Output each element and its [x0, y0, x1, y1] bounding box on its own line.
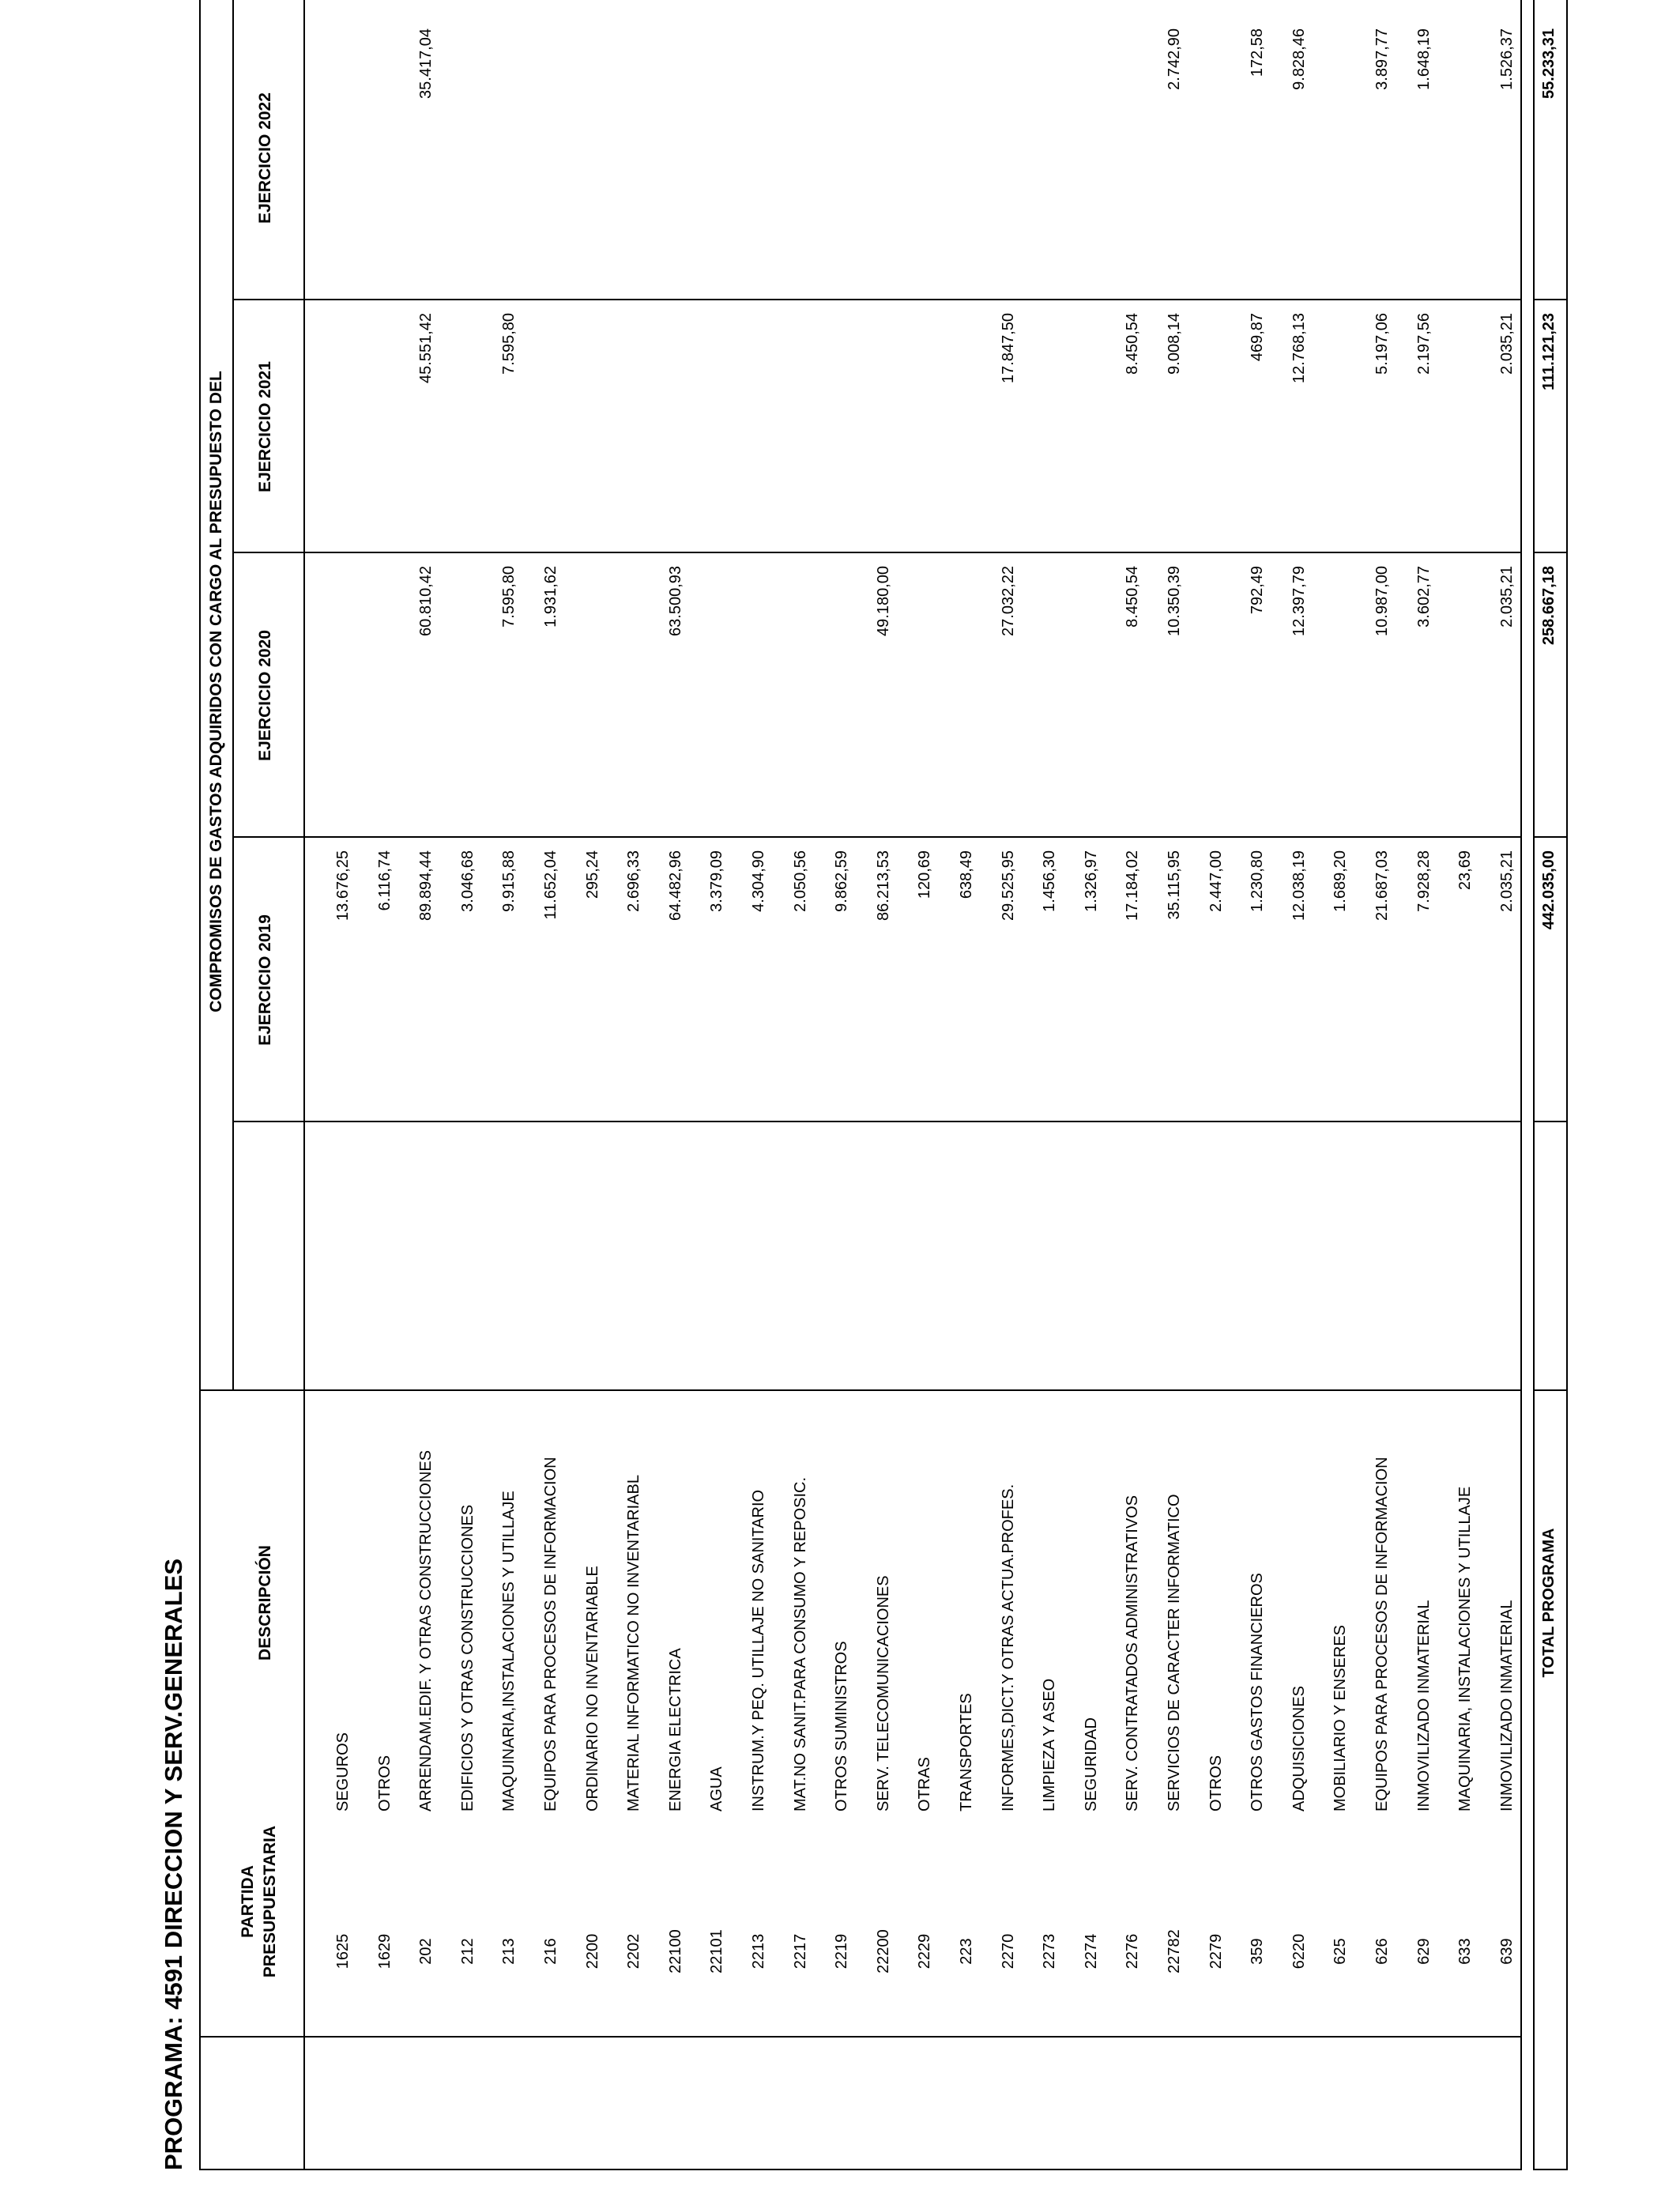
row-descripcion: EQUIPOS PARA PROCESOS DE INFORMACION — [1373, 1457, 1391, 1811]
row-2019: 21.687,03 — [1373, 850, 1391, 921]
table-row — [782, 0, 820, 2194]
header-ejercicio-2021: EJERCICIO 2021 — [256, 361, 274, 492]
row-partida: 2279 — [1207, 1933, 1225, 1970]
row-2019: 295,24 — [583, 850, 601, 899]
row-descripcion: OTROS — [375, 1755, 394, 1811]
row-partida: 625 — [1332, 1938, 1350, 1965]
row-descripcion: SERV. CONTRATADOS ADMINISTRATIVOS — [1124, 1495, 1142, 1811]
row-2020: 7.595,80 — [500, 566, 518, 628]
row-descripcion: INSTRUM.Y PEQ. UTILLAJE NO SANITARIO — [750, 1489, 767, 1811]
header-ejercicio-2019: EJERCICIO 2019 — [256, 914, 274, 1046]
row-2020: 27.032,22 — [999, 566, 1017, 636]
row-descripcion: SEGUROS — [334, 1732, 352, 1811]
row-partida: 2276 — [1124, 1933, 1142, 1970]
row-partida: 1625 — [334, 1933, 352, 1970]
table-row — [366, 0, 405, 2194]
row-2021: 5.197,06 — [1373, 313, 1391, 375]
row-2020: 12.397,79 — [1290, 566, 1308, 636]
row-2019: 9.862,59 — [833, 850, 851, 912]
row-2019: 23,69 — [1456, 850, 1475, 891]
header-partida: PARTIDA PRESUPUESTARIA — [239, 1825, 279, 1978]
table-row — [740, 0, 778, 2194]
row-descripcion: ORDINARIO NO INVENTARIABLE — [583, 1566, 601, 1811]
table-row — [615, 0, 654, 2194]
row-2019: 3.379,09 — [708, 850, 726, 912]
group-header-divider — [232, 0, 234, 1391]
row-partida: 626 — [1373, 1938, 1391, 1965]
table-row — [407, 0, 446, 2194]
row-partida: 2273 — [1041, 1933, 1059, 1970]
row-2019: 2.447,00 — [1207, 850, 1225, 912]
header-group-compromisos: COMPROMISOS DE GASTOS ADQUIRIDOS CON CARGO AL PRESUPUESTO DEL — [207, 371, 225, 1012]
row-2019: 120,69 — [916, 850, 934, 899]
row-2019: 2.035,21 — [1497, 850, 1516, 912]
row-descripcion: ADQUISICIONES — [1290, 1686, 1308, 1811]
row-2021: 7.595,80 — [500, 313, 518, 375]
table-row — [1488, 0, 1527, 2194]
row-2019: 86.213,53 — [874, 850, 892, 921]
table-row — [947, 0, 986, 2194]
row-2019: 9.915,88 — [500, 850, 518, 912]
row-descripcion: OTROS SUMINISTROS — [833, 1641, 851, 1811]
row-2021: 2.035,21 — [1497, 313, 1516, 375]
row-descripcion: TRANSPORTES — [958, 1693, 975, 1811]
row-2022: 9.828,46 — [1290, 28, 1308, 90]
row-2019: 89.894,44 — [417, 850, 435, 921]
row-partida: 2219 — [833, 1933, 851, 1970]
row-descripcion: MAQUINARIA,INSTALACIONES Y UTILLAJE — [500, 1491, 518, 1811]
row-descripcion: SEGURIDAD — [1082, 1717, 1100, 1811]
row-2019: 1.230,80 — [1249, 850, 1267, 912]
row-2019: 29.525,95 — [999, 850, 1017, 921]
row-partida: 213 — [500, 1938, 518, 1965]
row-partida: 2274 — [1082, 1933, 1100, 1970]
row-2020: 10.987,00 — [1373, 566, 1391, 636]
table-row — [1280, 0, 1319, 2194]
table-row — [1155, 0, 1194, 2194]
row-descripcion: SERV. TELECOMUNICACIONES — [874, 1575, 892, 1811]
row-descripcion: EDIFICIOS Y OTRAS CONSTRUCCIONES — [458, 1504, 477, 1811]
table-row — [1197, 0, 1236, 2194]
table-row — [864, 0, 903, 2194]
table-row — [698, 0, 736, 2194]
table-row — [490, 0, 529, 2194]
row-2019: 13.676,25 — [334, 850, 352, 921]
table-row — [1113, 0, 1152, 2194]
row-2021: 9.008,14 — [1166, 313, 1183, 375]
total-sucesivos — [1540, 0, 1558, 16]
row-2021: 8.450,54 — [1124, 313, 1142, 375]
table-row — [1446, 0, 1485, 2194]
row-partida: 633 — [1456, 1938, 1475, 1965]
row-descripcion: INMOVILIZADO INMATERIAL — [1497, 1600, 1516, 1811]
row-2022: 3.897,77 — [1373, 28, 1391, 90]
row-partida: 22100 — [666, 1929, 684, 1973]
row-2021: 12.768,13 — [1290, 313, 1308, 383]
header-ejercicio-2022: EJERCICIO 2022 — [256, 92, 274, 224]
table-row — [449, 0, 488, 2194]
row-partida: 1629 — [375, 1933, 394, 1970]
row-descripcion: MATERIAL INFORMATICO NO INVENTARIABL — [625, 1475, 643, 1811]
row-2019: 17.184,02 — [1124, 850, 1142, 921]
total-2019: 442.035,00 — [1540, 850, 1558, 930]
row-2019: 4.304,90 — [750, 850, 767, 912]
table-row — [1238, 0, 1277, 2194]
row-2020: 792,49 — [1249, 566, 1267, 615]
row-descripcion: MAT.NO SANIT.PARA CONSUMO Y REPOSIC. — [791, 1476, 809, 1811]
row-partida: 22101 — [708, 1929, 726, 1973]
header-ejercicio-2020: EJERCICIO 2020 — [256, 630, 274, 761]
row-sucesivos — [407, 0, 446, 16]
row-descripcion: LIMPIEZA Y ASEO — [1041, 1678, 1059, 1811]
row-partida: 2270 — [999, 1933, 1017, 1970]
total-label: TOTAL PROGRAMA — [1540, 1528, 1558, 1678]
row-2021: 45.551,42 — [417, 313, 435, 383]
total-2021: 111.121,23 — [1540, 313, 1558, 390]
row-2022: 35.417,04 — [417, 28, 435, 99]
table-row — [1072, 0, 1111, 2194]
row-partida: 629 — [1414, 1938, 1433, 1965]
row-descripcion: AGUA — [708, 1766, 726, 1811]
row-2020: 8.450,54 — [1124, 566, 1142, 628]
row-descripcion: INMOVILIZADO INMATERIAL — [1414, 1600, 1433, 1811]
row-2022: 2.742,90 — [1166, 28, 1183, 90]
row-2021: 469,87 — [1249, 313, 1267, 362]
row-descripcion: MAQUINARIA, INSTALACIONES Y UTILLAJE — [1456, 1486, 1475, 1811]
header-bottom-divider — [303, 0, 305, 2170]
row-2019: 11.652,04 — [542, 850, 559, 920]
row-descripcion: OTRAS — [916, 1757, 934, 1811]
row-2022: 1.526,37 — [1497, 28, 1516, 90]
header-descripcion: DESCRIPCIÓN — [256, 1545, 274, 1661]
row-partida: 22200 — [874, 1929, 892, 1973]
row-partida: 2229 — [916, 1933, 934, 1970]
row-descripcion: ARRENDAM.EDIF. Y OTRAS CONSTRUCCIONES — [417, 1449, 435, 1811]
row-descripcion: ENERGIA ELECTRICA — [666, 1648, 684, 1811]
row-partida: 212 — [458, 1938, 477, 1965]
row-2021: 2.197,56 — [1414, 313, 1433, 375]
row-partida: 6220 — [1290, 1933, 1308, 1970]
table-row — [989, 0, 1028, 2194]
table-row — [324, 0, 363, 2194]
table-row — [574, 0, 612, 2194]
row-partida: 22782 — [1166, 1929, 1183, 1973]
row-2022: 172,58 — [1249, 28, 1267, 77]
row-descripcion: SERVICIOS DE CARACTER INFORMATICO — [1166, 1494, 1183, 1811]
table-row — [532, 0, 571, 2194]
table-row — [657, 0, 695, 2194]
row-2019: 35.115,95 — [1166, 850, 1183, 920]
row-2019: 1.456,30 — [1041, 850, 1059, 912]
row-2020: 2.035,21 — [1497, 566, 1516, 628]
row-2019: 638,49 — [958, 850, 975, 899]
row-partida: 2200 — [583, 1933, 601, 1970]
row-2019: 7.928,28 — [1414, 850, 1433, 912]
row-partida: 639 — [1497, 1938, 1516, 1965]
row-partida: 202 — [417, 1938, 435, 1965]
table-row — [823, 0, 861, 2194]
row-partida: 359 — [1249, 1938, 1267, 1965]
row-2020: 49.180,00 — [874, 566, 892, 636]
total-2020: 258.667,18 — [1540, 566, 1558, 646]
row-descripcion: OTROS — [1207, 1755, 1225, 1811]
program-title: PROGRAMA: 4591 DIRECCION Y SERV.GENERALES — [160, 1558, 187, 2170]
row-2019: 6.116,74 — [375, 850, 394, 911]
header-ejercicios-sucesivos — [256, 0, 275, 16]
table-row — [1321, 0, 1360, 2194]
row-partida: 223 — [958, 1938, 975, 1965]
row-2019: 12.038,19 — [1290, 850, 1308, 921]
row-2019: 1.689,20 — [1332, 850, 1350, 912]
row-2020: 60.810,42 — [417, 566, 435, 636]
row-partida: 2217 — [791, 1933, 809, 1970]
row-2020: 3.602,77 — [1414, 566, 1433, 628]
row-descripcion: EQUIPOS PARA PROCESOS DE INFORMACION — [542, 1457, 559, 1811]
row-2019: 64.482,96 — [666, 850, 684, 921]
row-2020: 1.931,62 — [542, 566, 559, 628]
row-descripcion: MOBILIARIO Y ENSERES — [1332, 1624, 1350, 1811]
table-row — [1030, 0, 1069, 2194]
row-2019: 2.050,56 — [791, 850, 809, 912]
row-2019: 3.046,68 — [458, 850, 477, 912]
row-partida: 2213 — [750, 1933, 767, 1970]
table-row — [906, 0, 944, 2194]
table-row — [1405, 0, 1444, 2194]
row-2020: 63.500,93 — [666, 566, 684, 636]
row-partida: 216 — [542, 1938, 559, 1965]
table-row — [1363, 0, 1402, 2194]
row-2021: 17.847,50 — [999, 313, 1017, 383]
row-2019: 1.326,97 — [1082, 850, 1100, 912]
row-2019: 2.696,33 — [625, 850, 643, 912]
row-2020: 10.350,39 — [1166, 566, 1183, 636]
row-descripcion: OTROS GASTOS FINANCIEROS — [1249, 1573, 1267, 1811]
total-2022: 55.233,31 — [1540, 28, 1558, 99]
row-2022: 1.648,19 — [1414, 28, 1433, 90]
row-descripcion: INFORMES,DICT.Y OTRAS ACTUA.PROFES. — [999, 1483, 1017, 1811]
row-partida: 2202 — [625, 1933, 643, 1970]
